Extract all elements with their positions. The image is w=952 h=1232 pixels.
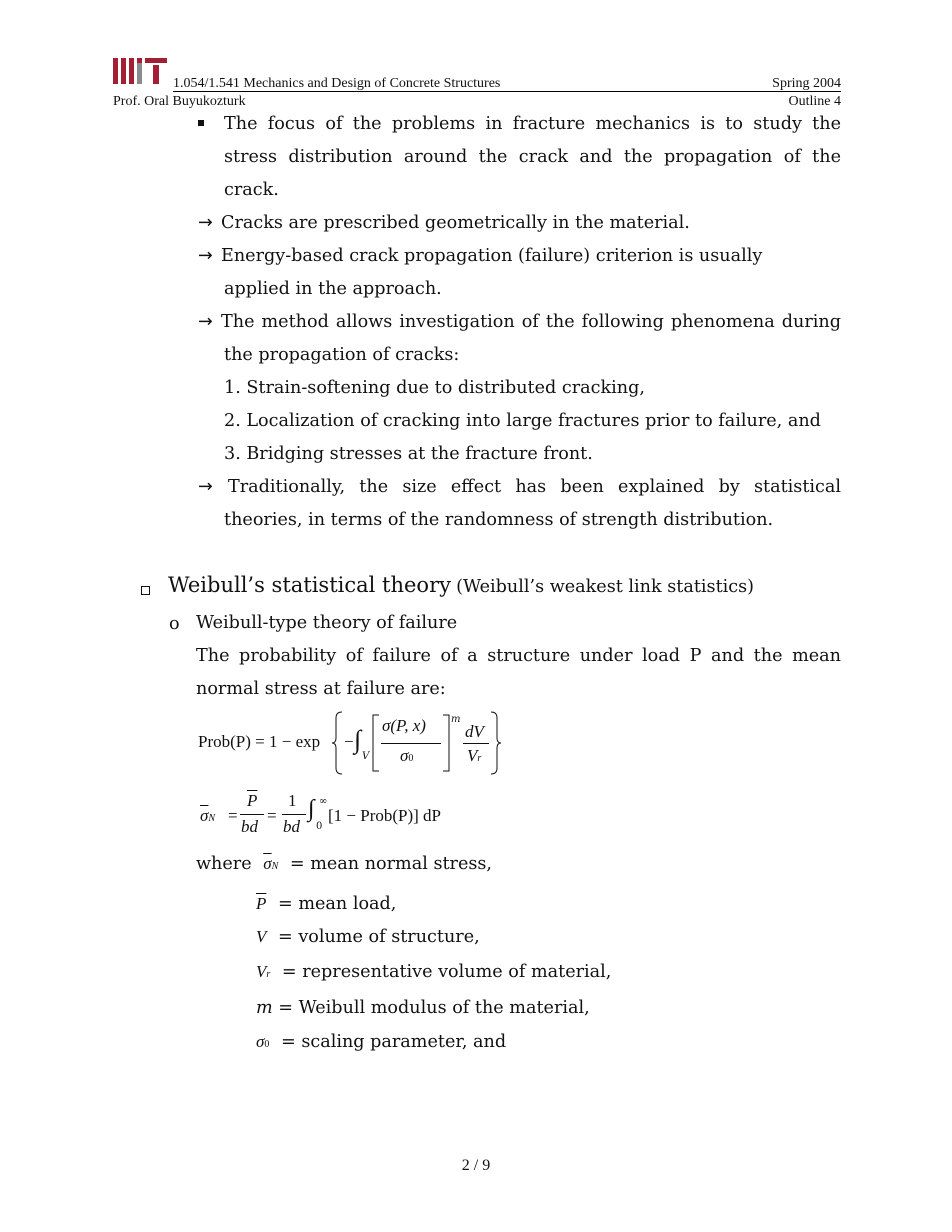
- equation-probability: [198, 710, 518, 780]
- eq1-numerator: σ(P, x): [382, 716, 426, 735]
- fraction-bar: [463, 743, 489, 744]
- definition-symbol: [256, 962, 270, 981]
- sigma-symbol: $\overline{\sigma}$: [200, 806, 209, 825]
- eq2-bd-2: bd: [283, 817, 300, 836]
- outline-label: Outline 4: [788, 94, 841, 109]
- definition-text: = Weibull modulus of the material,: [278, 998, 590, 1018]
- definition-text: = volume of structure,: [277, 927, 480, 947]
- arrow-item-3-line-2: the propagation of cracks:: [224, 345, 460, 365]
- section-title-paren: (Weibull’s weakest link statistics): [456, 577, 755, 597]
- sigma-subscript: 0: [408, 753, 414, 764]
- eq2-one: 1: [288, 791, 297, 810]
- list-item: 1. Strain-softening due to distributed cracking,: [224, 378, 645, 398]
- definition-symbol: [256, 1032, 269, 1051]
- where-line: [196, 853, 492, 878]
- equals-sign: =: [267, 806, 277, 825]
- arrow-item-3-line-1: The method allows investigation of the following phenomena during: [221, 312, 841, 332]
- semester: Spring 2004: [772, 76, 841, 91]
- curly-brace-right-icon: [489, 710, 503, 776]
- arrow-right-icon: →: [198, 213, 213, 233]
- definition-item: [256, 926, 480, 948]
- sigma-symbol: $\overline{\sigma}$: [263, 854, 272, 873]
- eq2-sigma-n: [200, 806, 215, 826]
- section-heading: [168, 573, 754, 597]
- fraction-bar: [240, 814, 264, 815]
- list-item: 2. Localization of cracking into large fractures prior to failure, and: [224, 411, 821, 431]
- eq1-Vr: [467, 746, 481, 766]
- definition-symbol: m: [256, 998, 273, 1018]
- definition-item: [256, 1031, 506, 1056]
- arrow-right-icon: →: [198, 477, 213, 497]
- circle-bullet-icon: o: [169, 614, 180, 634]
- arrow-right-icon: →: [198, 312, 213, 332]
- eq2-integrand: [1 − Prob(P)] dP: [328, 806, 442, 825]
- fracture-bullet-line-3: crack.: [224, 180, 279, 200]
- exponent-m: m: [451, 714, 461, 725]
- sigma-symbol: σ: [400, 746, 409, 765]
- sigma-subscript: 0: [264, 1039, 270, 1050]
- page-number: 2 / 9: [461, 1157, 491, 1174]
- integral-upper-limit: ∞: [319, 796, 328, 807]
- fraction-bar: [282, 814, 306, 815]
- definition-item: [256, 997, 590, 1019]
- where-text: = mean normal stress,: [289, 854, 493, 874]
- fraction-bar: [381, 743, 441, 744]
- curly-brace-left-icon: [330, 710, 344, 776]
- eq1-dV: dV: [465, 722, 484, 741]
- equation-mean-stress: [198, 790, 498, 842]
- eq2-pbar: $\overline{P}$: [247, 791, 258, 810]
- professor-name: Prof. Oral Buyukozturk: [113, 94, 246, 109]
- integral-sign: ∫: [308, 796, 315, 822]
- where-label: where: [196, 854, 252, 874]
- definition-item: [256, 893, 396, 915]
- sub-bullet-label: Weibull-type theory of failure: [196, 613, 458, 633]
- integral-sign: ∫: [354, 725, 362, 754]
- arrow-item-1: Cracks are prescribed geometrically in the material.: [221, 213, 690, 233]
- integral-subscript: V: [362, 751, 370, 762]
- list-item: 3. Bridging stresses at the fracture front.: [224, 444, 593, 464]
- eq2-bd: bd: [241, 817, 258, 836]
- description-line-2: normal stress at failure are:: [196, 679, 446, 699]
- n-subscript: N: [208, 813, 216, 824]
- definition-text: = scaling parameter, and: [280, 1032, 507, 1052]
- arrow-item-2-line-1: Energy-based crack propagation (failure) criterion is usually: [221, 246, 763, 266]
- fracture-bullet-line-1: The focus of the problems in fracture mechanics is to study the: [224, 114, 841, 134]
- sigma-symbol: σ: [256, 1032, 265, 1051]
- eq1-sigma0: [400, 746, 413, 766]
- v-symbol: V: [256, 962, 267, 981]
- definition-symbol: $\overline{P}$: [256, 894, 267, 913]
- fracture-bullet-line-2: stress distribution around the crack and the propagation of the: [224, 147, 841, 167]
- definition-text: = representative volume of material,: [281, 962, 612, 982]
- square-bullet-icon: [198, 120, 204, 126]
- minus-sign: −: [344, 732, 354, 751]
- integral-lower-limit: 0: [316, 821, 323, 832]
- equals-sign: =: [228, 806, 238, 825]
- mit-logo-icon: [113, 58, 167, 84]
- r-subscript: r: [477, 753, 482, 764]
- arrow-item-2-line-2: applied in the approach.: [224, 279, 442, 299]
- header-rule: [173, 91, 841, 92]
- definition-symbol: V: [256, 927, 267, 946]
- mit-logo: [113, 58, 167, 84]
- definition-text: = mean load,: [277, 894, 397, 914]
- bracket-right-icon: [442, 714, 450, 772]
- arrow-item-4-line-2: theories, in terms of the randomness of strength distribution.: [224, 510, 774, 530]
- arrow-right-icon: →: [198, 246, 213, 266]
- course-title: 1.054/1.541 Mechanics and Design of Concrete Structures: [173, 76, 501, 91]
- v-symbol: V: [467, 746, 478, 765]
- section-title: Weibull’s statistical theory: [168, 573, 451, 597]
- eq1-lhs: Prob(P) = 1 − exp: [198, 732, 321, 751]
- where-sigma: [263, 854, 278, 873]
- r-subscript: r: [266, 969, 271, 980]
- bracket-left-icon: [372, 714, 380, 772]
- description-line-1: The probability of failure of a structure under load P and the mean: [196, 646, 841, 666]
- definition-item: [256, 961, 611, 986]
- checkbox-bullet-icon: [141, 586, 150, 595]
- arrow-item-4-line-1: Traditionally, the size effect has been explained by statistical: [228, 477, 841, 497]
- n-subscript: N: [271, 861, 279, 872]
